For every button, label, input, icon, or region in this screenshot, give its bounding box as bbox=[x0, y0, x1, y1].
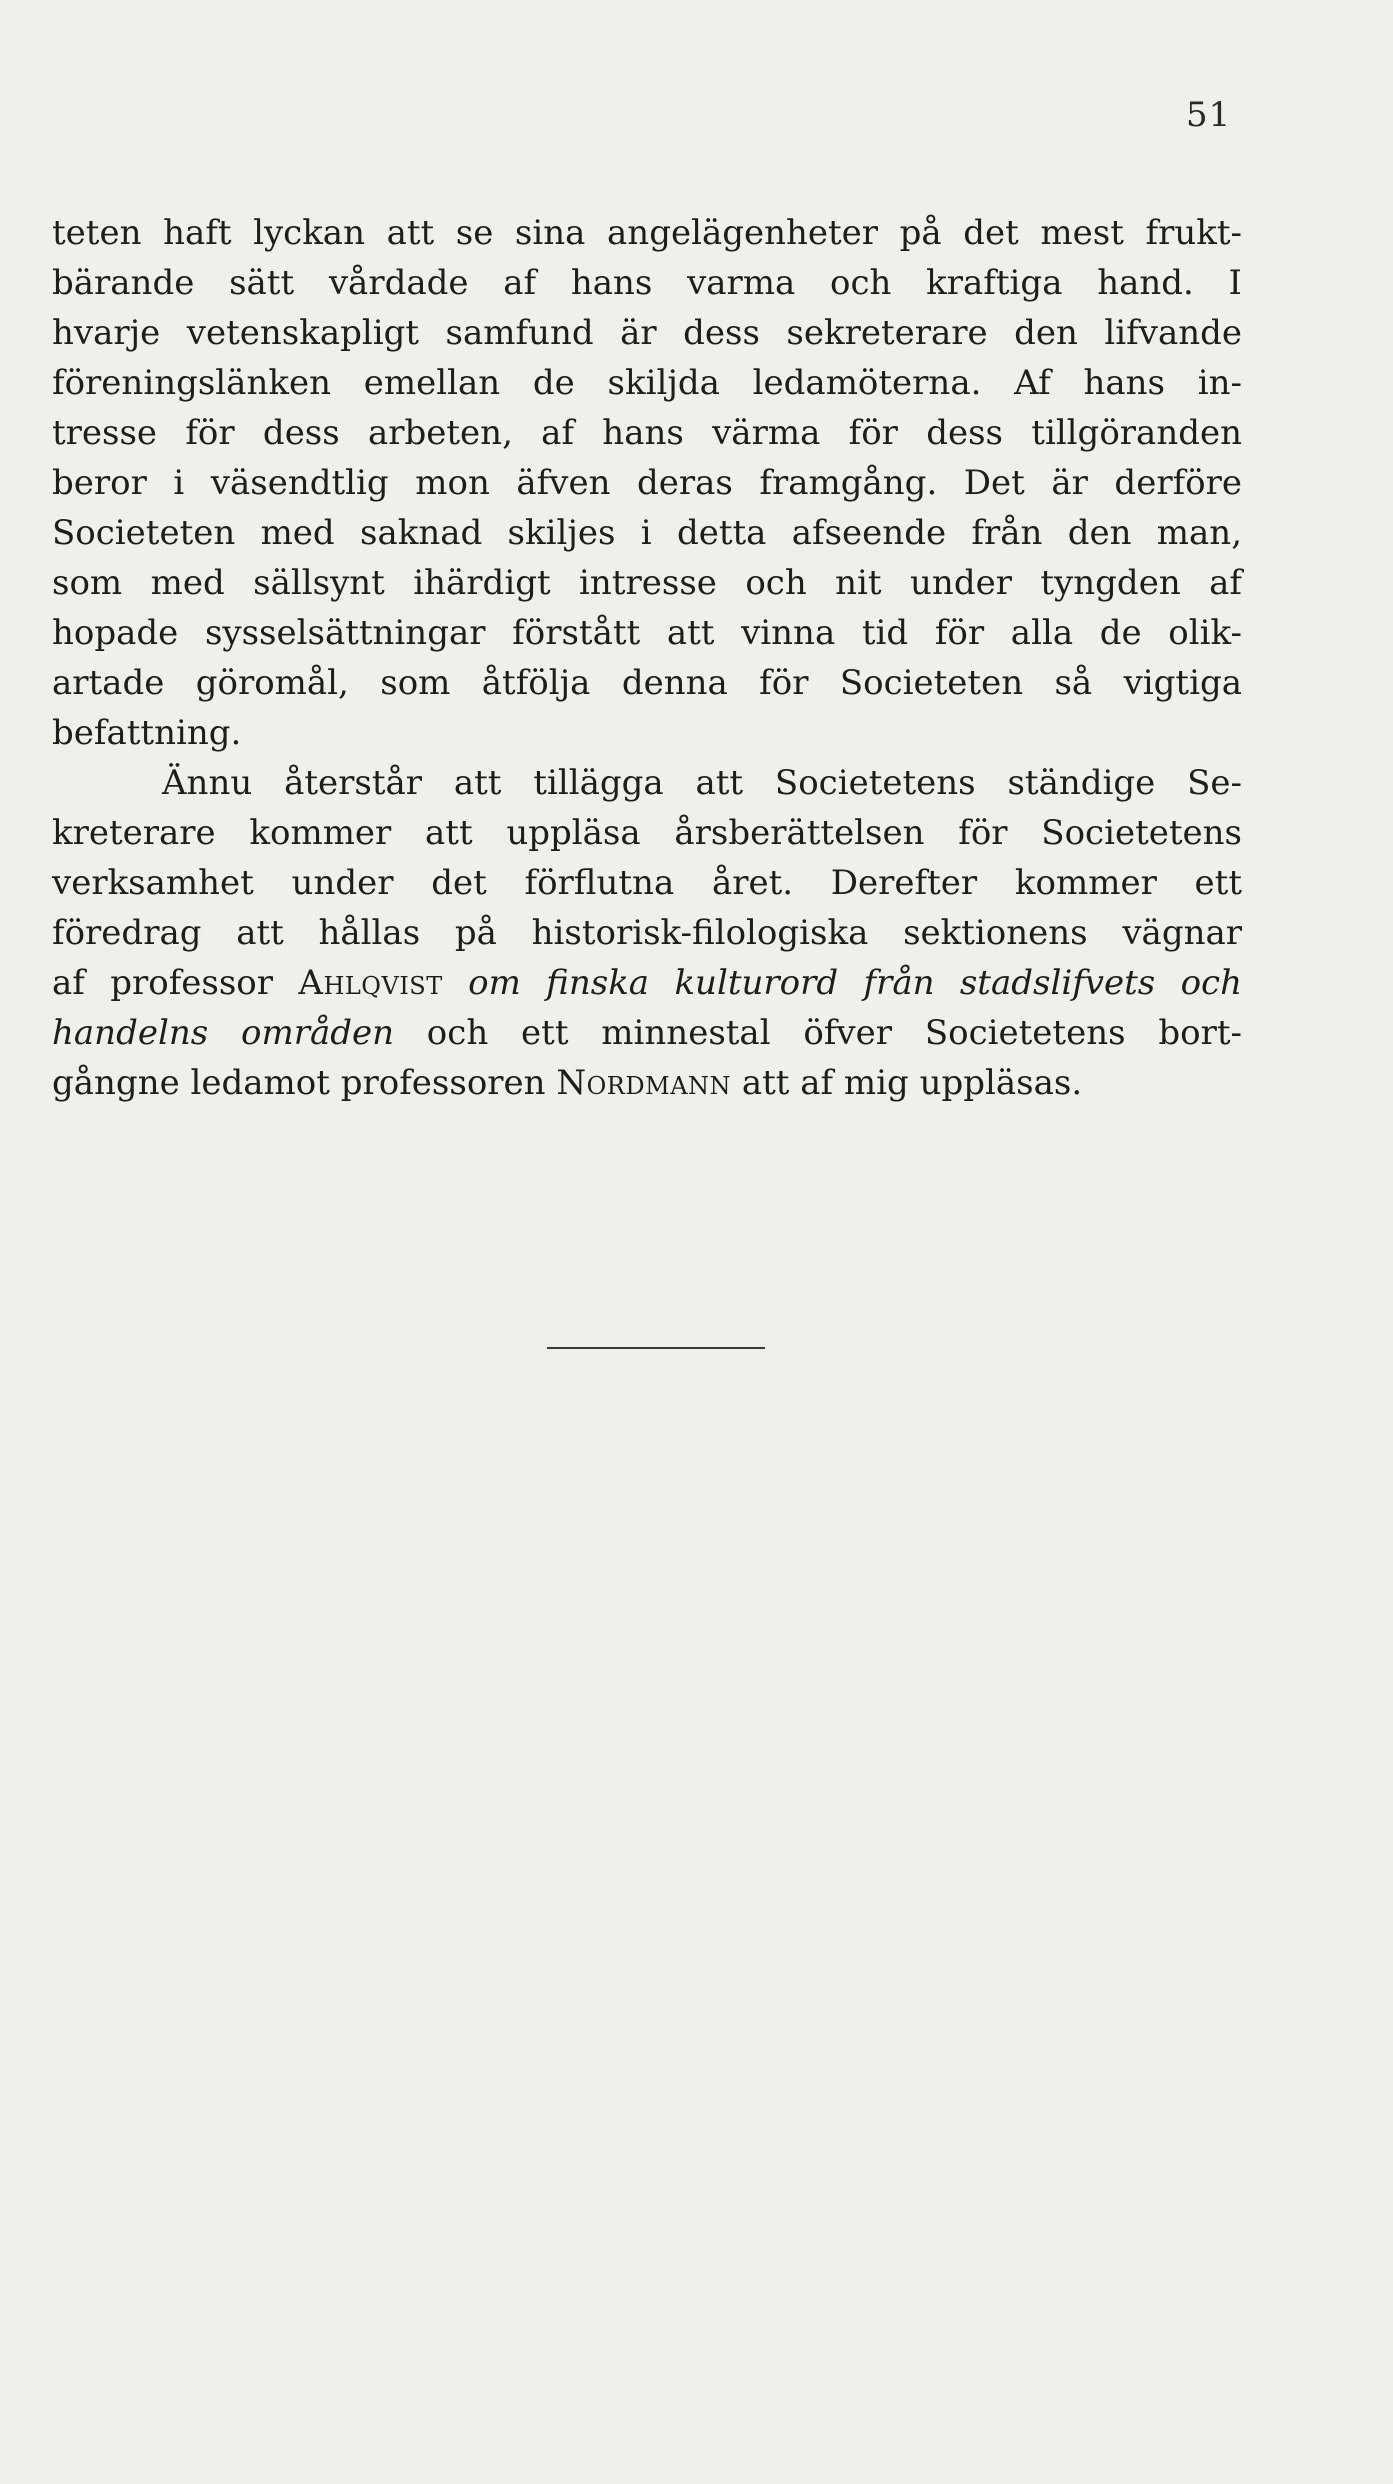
text-line: beror i väsendtlig mon äfven deras framgång. Det är derföre bbox=[52, 463, 1242, 503]
text-line: hvarje vetenskapligt samfund är dess sekreterare den lifvande bbox=[52, 313, 1242, 353]
text-line: som med sällsynt ihärdigt intresse och nit under tyngden af bbox=[52, 563, 1242, 603]
text-line: tresse för dess arbeten, af hans värma för dess tillgöranden bbox=[52, 413, 1242, 453]
author-name: Ahlqvist bbox=[298, 963, 443, 1003]
text-line bbox=[52, 1058, 1242, 1108]
page-number: 51 bbox=[1186, 95, 1232, 135]
lecture-title: om finska kulturord från stadslifvets och bbox=[442, 963, 1242, 1003]
text-segment: af professor bbox=[52, 963, 299, 1003]
lecture-title: handelns områden bbox=[52, 1013, 394, 1053]
paragraph-start-line: Ännu återstår att tillägga att Societetens ständige Se- bbox=[162, 763, 1242, 803]
text-line: föreningslänken emellan de skiljda ledamöterna. Af hans in- bbox=[52, 363, 1242, 403]
text-line: teten haft lyckan att se sina angelägenheter på det mest frukt- bbox=[52, 213, 1242, 253]
text-segment: och ett minnestal öfver Societetens bort- bbox=[394, 1013, 1242, 1053]
text-line: artade göromål, som åtfölja denna för Societeten så vigtiga bbox=[52, 663, 1242, 703]
text-line: kreterare kommer att uppläsa årsberättelsen för Societetens bbox=[52, 813, 1242, 853]
text-line bbox=[52, 958, 1242, 1008]
text-segment: gångne ledamot professoren bbox=[52, 1063, 557, 1103]
text-line: hopade sysselsättningar förstått att vinna tid för alla de olik- bbox=[52, 613, 1242, 653]
person-name: Nordmann bbox=[556, 1063, 732, 1103]
text-line: Societeten med saknad skiljes i detta afseende från den man, bbox=[52, 513, 1242, 553]
text-line: föredrag att hållas på historisk-filologiska sektionens vägnar bbox=[52, 913, 1242, 953]
body-text bbox=[52, 208, 1242, 1108]
text-segment: att af mig uppläsas. bbox=[731, 1063, 1083, 1103]
text-line: befattning. bbox=[52, 713, 242, 753]
text-line: bärande sätt vårdade af hans varma och kraftiga hand. I bbox=[52, 263, 1242, 303]
text-line: verksamhet under det förflutna året. Derefter kommer ett bbox=[52, 863, 1242, 903]
section-divider bbox=[547, 1347, 765, 1349]
text-line bbox=[52, 1008, 1242, 1058]
